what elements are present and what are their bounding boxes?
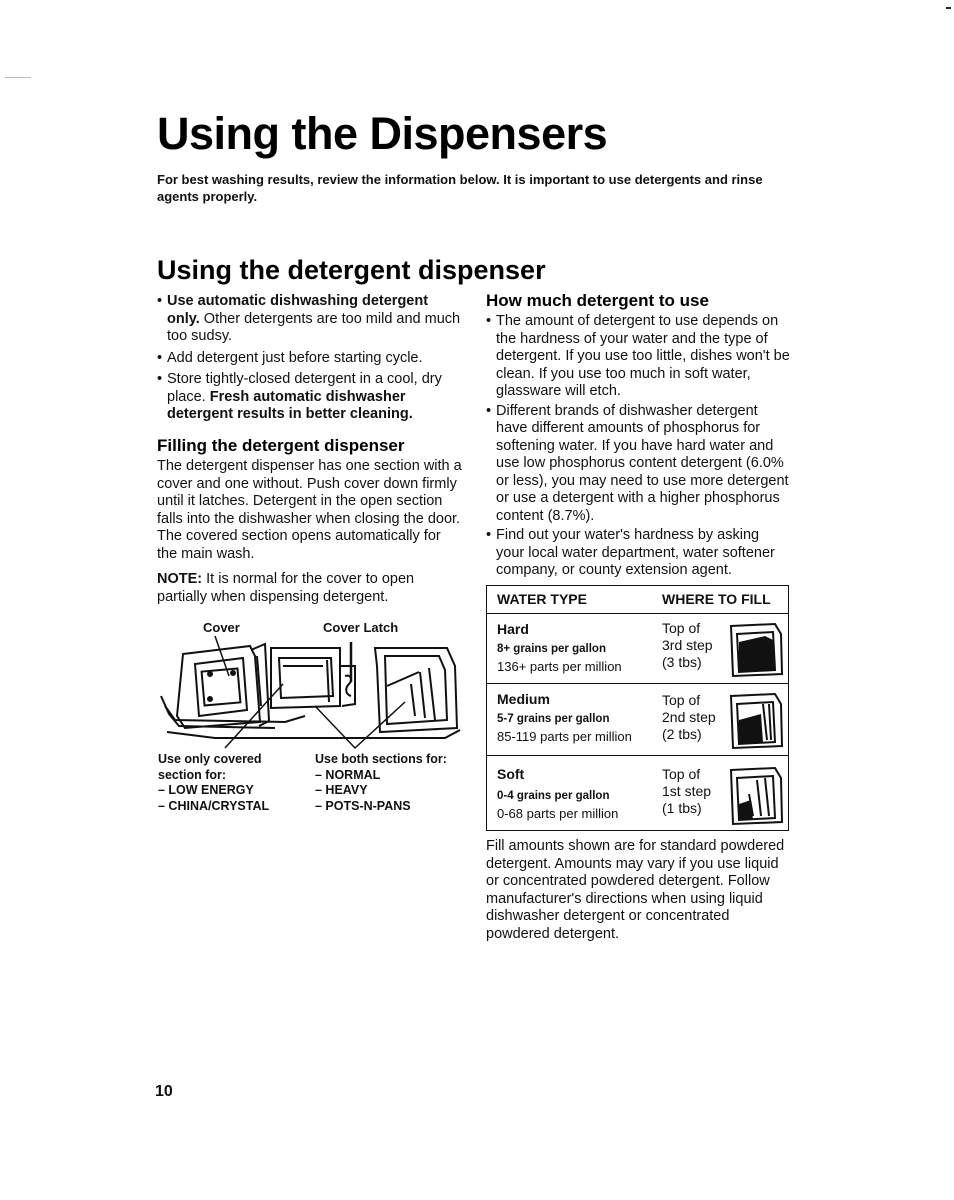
cover-latch-label: Cover Latch <box>323 620 399 635</box>
list-item: • Use automatic dishwashing detergent only. Other detergents are too mild and much too sudsy. <box>157 293 462 346</box>
list-item: • Different brands of dishwasher detergent have different amounts of phosphorus for softening water. If you have hard water and use low phosphorus content detergent (6.0% or less), you may need to use more detergent or use a detergent with a higher phosphorus content (8.7%). <box>486 403 791 526</box>
list-item: • The amount of detergent to use depends on the hardness of your water and the type of detergent. If you use too little, dishes won't be clean. If you use too much in soft water, glassware will etch. <box>486 313 791 401</box>
fill-level-1-icon <box>727 764 785 826</box>
table-row: Medium 5-7 grains per gallon 85-119 parts per million Top of 2nd step (2 tbs) <box>487 684 788 756</box>
how-much-list <box>486 313 791 584</box>
scan-mark <box>946 7 951 9</box>
table-row: Soft 0-4 grains per gallon 0-68 parts per million Top of 1st step (1 tbs) <box>487 756 788 830</box>
how-much-heading: How much detergent to use <box>486 291 709 310</box>
table-row: Hard 8+ grains per gallon 136+ parts per million Top of 3rd step (3 tbs) <box>487 614 788 684</box>
list-item: • Add detergent just before starting cycle. <box>157 350 462 368</box>
column-header-water-type: WATER TYPE <box>497 591 587 607</box>
filling-heading: Filling the detergent dispenser <box>157 436 405 455</box>
filling-body: The detergent dispenser has one section with a cover and one without. Push cover down firmly until it latches. Detergent in the open section falls into the dishwasher when closing the door. The covered section opens automatically for the main wash. <box>157 458 462 562</box>
covered-section-legend: Use only covered section for: – LOW ENERGY – CHINA/CRYSTAL <box>158 752 270 813</box>
fill-amount-note: Fill amounts shown are for standard powdered detergent. Amounts may vary if you use liquid or concentrated powdered detergent. Follow manufacturer's directions when using liquid dishwasher detergent or concentrated powdered detergent. <box>486 838 785 942</box>
page-number: 10 <box>155 1083 173 1100</box>
cover-label: Cover <box>203 620 240 635</box>
fill-level-3-icon <box>727 620 785 678</box>
intro-text: For best washing results, review the information below. It is important to use detergents and rinse agents properly. <box>157 172 763 204</box>
table-header <box>487 586 788 614</box>
column-header-where-to-fill: WHERE TO FILL <box>662 591 771 607</box>
detergent-tips-list <box>157 293 462 428</box>
detergent-dispenser-illustration <box>155 636 465 751</box>
note-text: NOTE: It is normal for the cover to open partially when dispensing detergent. <box>157 571 415 605</box>
section-title: Using the detergent dispenser <box>157 255 546 285</box>
page-title: Using the Dispensers <box>157 108 608 159</box>
fill-level-2-icon <box>727 690 785 750</box>
scan-mark <box>5 77 31 78</box>
both-sections-legend: Use both sections for: – NORMAL – HEAVY – POTS-N-PANS <box>315 752 447 813</box>
water-type-table <box>486 585 789 831</box>
list-item: • Find out your water's hardness by asking your local water department, water softener company, or county extension agent. <box>486 527 791 580</box>
list-item: • Store tightly-closed detergent in a cool, dry place. Fresh automatic dishwasher detergent results in better cleaning. <box>157 371 462 424</box>
